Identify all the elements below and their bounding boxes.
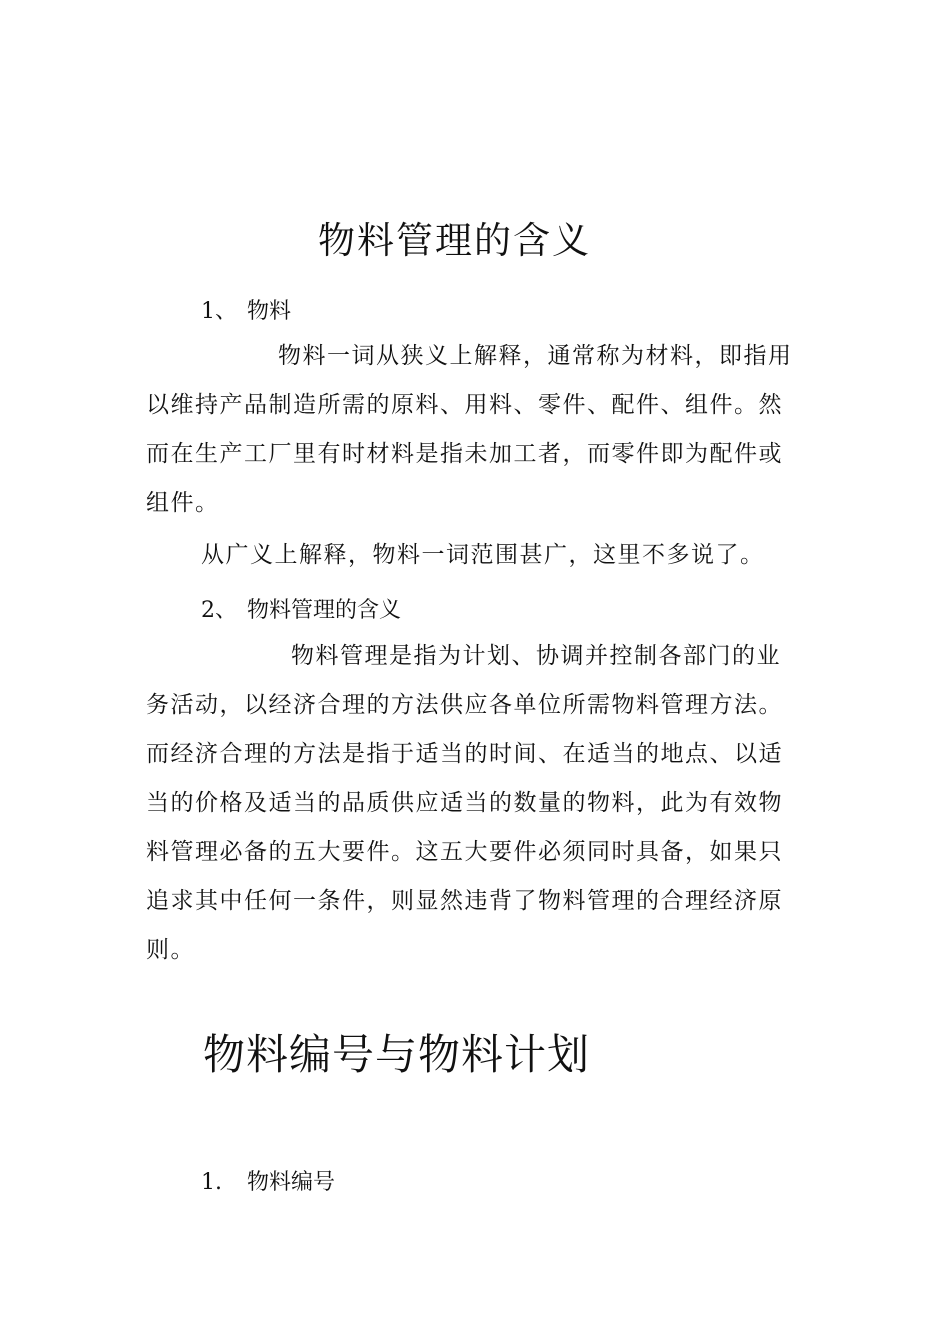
subheading-label: 物料管理的含义 [247,598,402,623]
paragraph-line: 物料管理是指为计划、协调并控制各部门的业 [291,643,781,669]
paragraph-line: 物料一词从狭义上解释，通常称为材料，即指用 [278,343,793,369]
subheading-label: 物料 [247,299,292,324]
paragraph-line: 当的价格及适当的品质供应适当的数量的物料，此为有效物 [146,790,783,816]
paragraph-line: 务活动，以经济合理的方法供应各单位所需物料管理方法。 [146,692,783,718]
paragraph-management-definition [146,632,810,975]
paragraph-line: 则。 [146,937,195,963]
section-title-material-coding: 物料编号与物料计划 [203,1030,591,1079]
subheading-material-management [201,593,401,624]
paragraph-line: 组件。 [146,490,220,516]
subheading-label: 物料编号 [247,1170,336,1195]
subheading-number: 1、 [201,299,237,324]
paragraph-material-definition [146,332,810,528]
subheading-material-number [201,1165,335,1196]
subheading-material [201,294,291,325]
paragraph-line: 料管理必备的五大要件。这五大要件必须同时具备，如果只 [146,839,783,865]
paragraph-line: 而经济合理的方法是指于适当的时间、在适当的地点、以适 [146,741,783,767]
paragraph-line: 以维持产品制造所需的原料、用料、零件、配件、组件。然 [146,392,783,418]
paragraph-line: 追求其中任何一条件，则显然违背了物料管理的合理经济原 [146,888,783,914]
paragraph-line: 而在生产工厂里有时材料是指未加工者，而零件即为配件或 [146,441,783,467]
section-title-material-management: 物料管理的含义 [318,219,591,262]
paragraph-broad-definition: 从广义上解释，物料一词范围甚广，这里不多说了。 [201,542,765,568]
subheading-number: 2、 [201,598,237,623]
subheading-number: 1. [201,1170,222,1195]
